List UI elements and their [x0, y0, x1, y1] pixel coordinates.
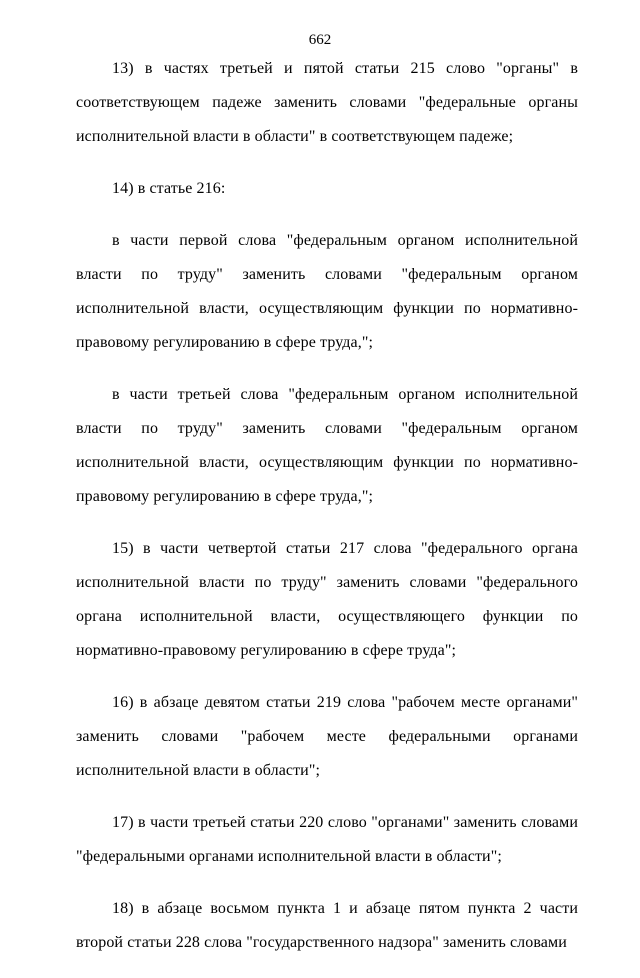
- paragraph-item-17: 17) в части третьей статьи 220 слово "органами" заменить словами "федеральными органами исполнительной власти в области";: [76, 814, 578, 865]
- paragraph-item-14: 14) в статье 216:: [112, 180, 226, 197]
- paragraph-item-13: 13) в частях третьей и пятой статьи 215 слово "органы" в соответствующем падеже заменить словами "федеральные органы исполнительной власти в области" в соответствующем падеже;: [76, 60, 578, 145]
- paragraph-item-18: 18) в абзаце восьмом пункта 1 и абзаце пятом пункта 2 части второй статьи 228 слова "государственного надзора" заменить словами: [76, 900, 578, 951]
- page-number: 662: [308, 32, 332, 48]
- paragraph-item-16: 16) в абзаце девятом статьи 219 слова "рабочем месте органами" заменить словами "рабочем месте федеральными органами исполнительной власти в области";: [76, 694, 578, 779]
- paragraph-subitem-part-one: в части первой слова "федеральным органом исполнительной власти по труду" заменить словами "федеральным органом исполнительной власти, осуществляющим функции по нормативно-правовому регулированию в сфере труда,";: [76, 232, 578, 351]
- paragraph-subitem-part-three: в части третьей слова "федеральным органом исполнительной власти по труду" заменить словами "федеральным органом исполнительной власти, осуществляющим функции по нормативно-правовому регулированию в сфере труда,";: [76, 386, 578, 505]
- document-body: [76, 52, 578, 978]
- paragraph-item-15: 15) в части четвертой статьи 217 слова "федерального органа исполнительной власти по труду" заменить словами "федерального органа исполнительной власти, осуществляющего функции по нормативно-правовому регулированию в сфере труда";: [76, 540, 578, 659]
